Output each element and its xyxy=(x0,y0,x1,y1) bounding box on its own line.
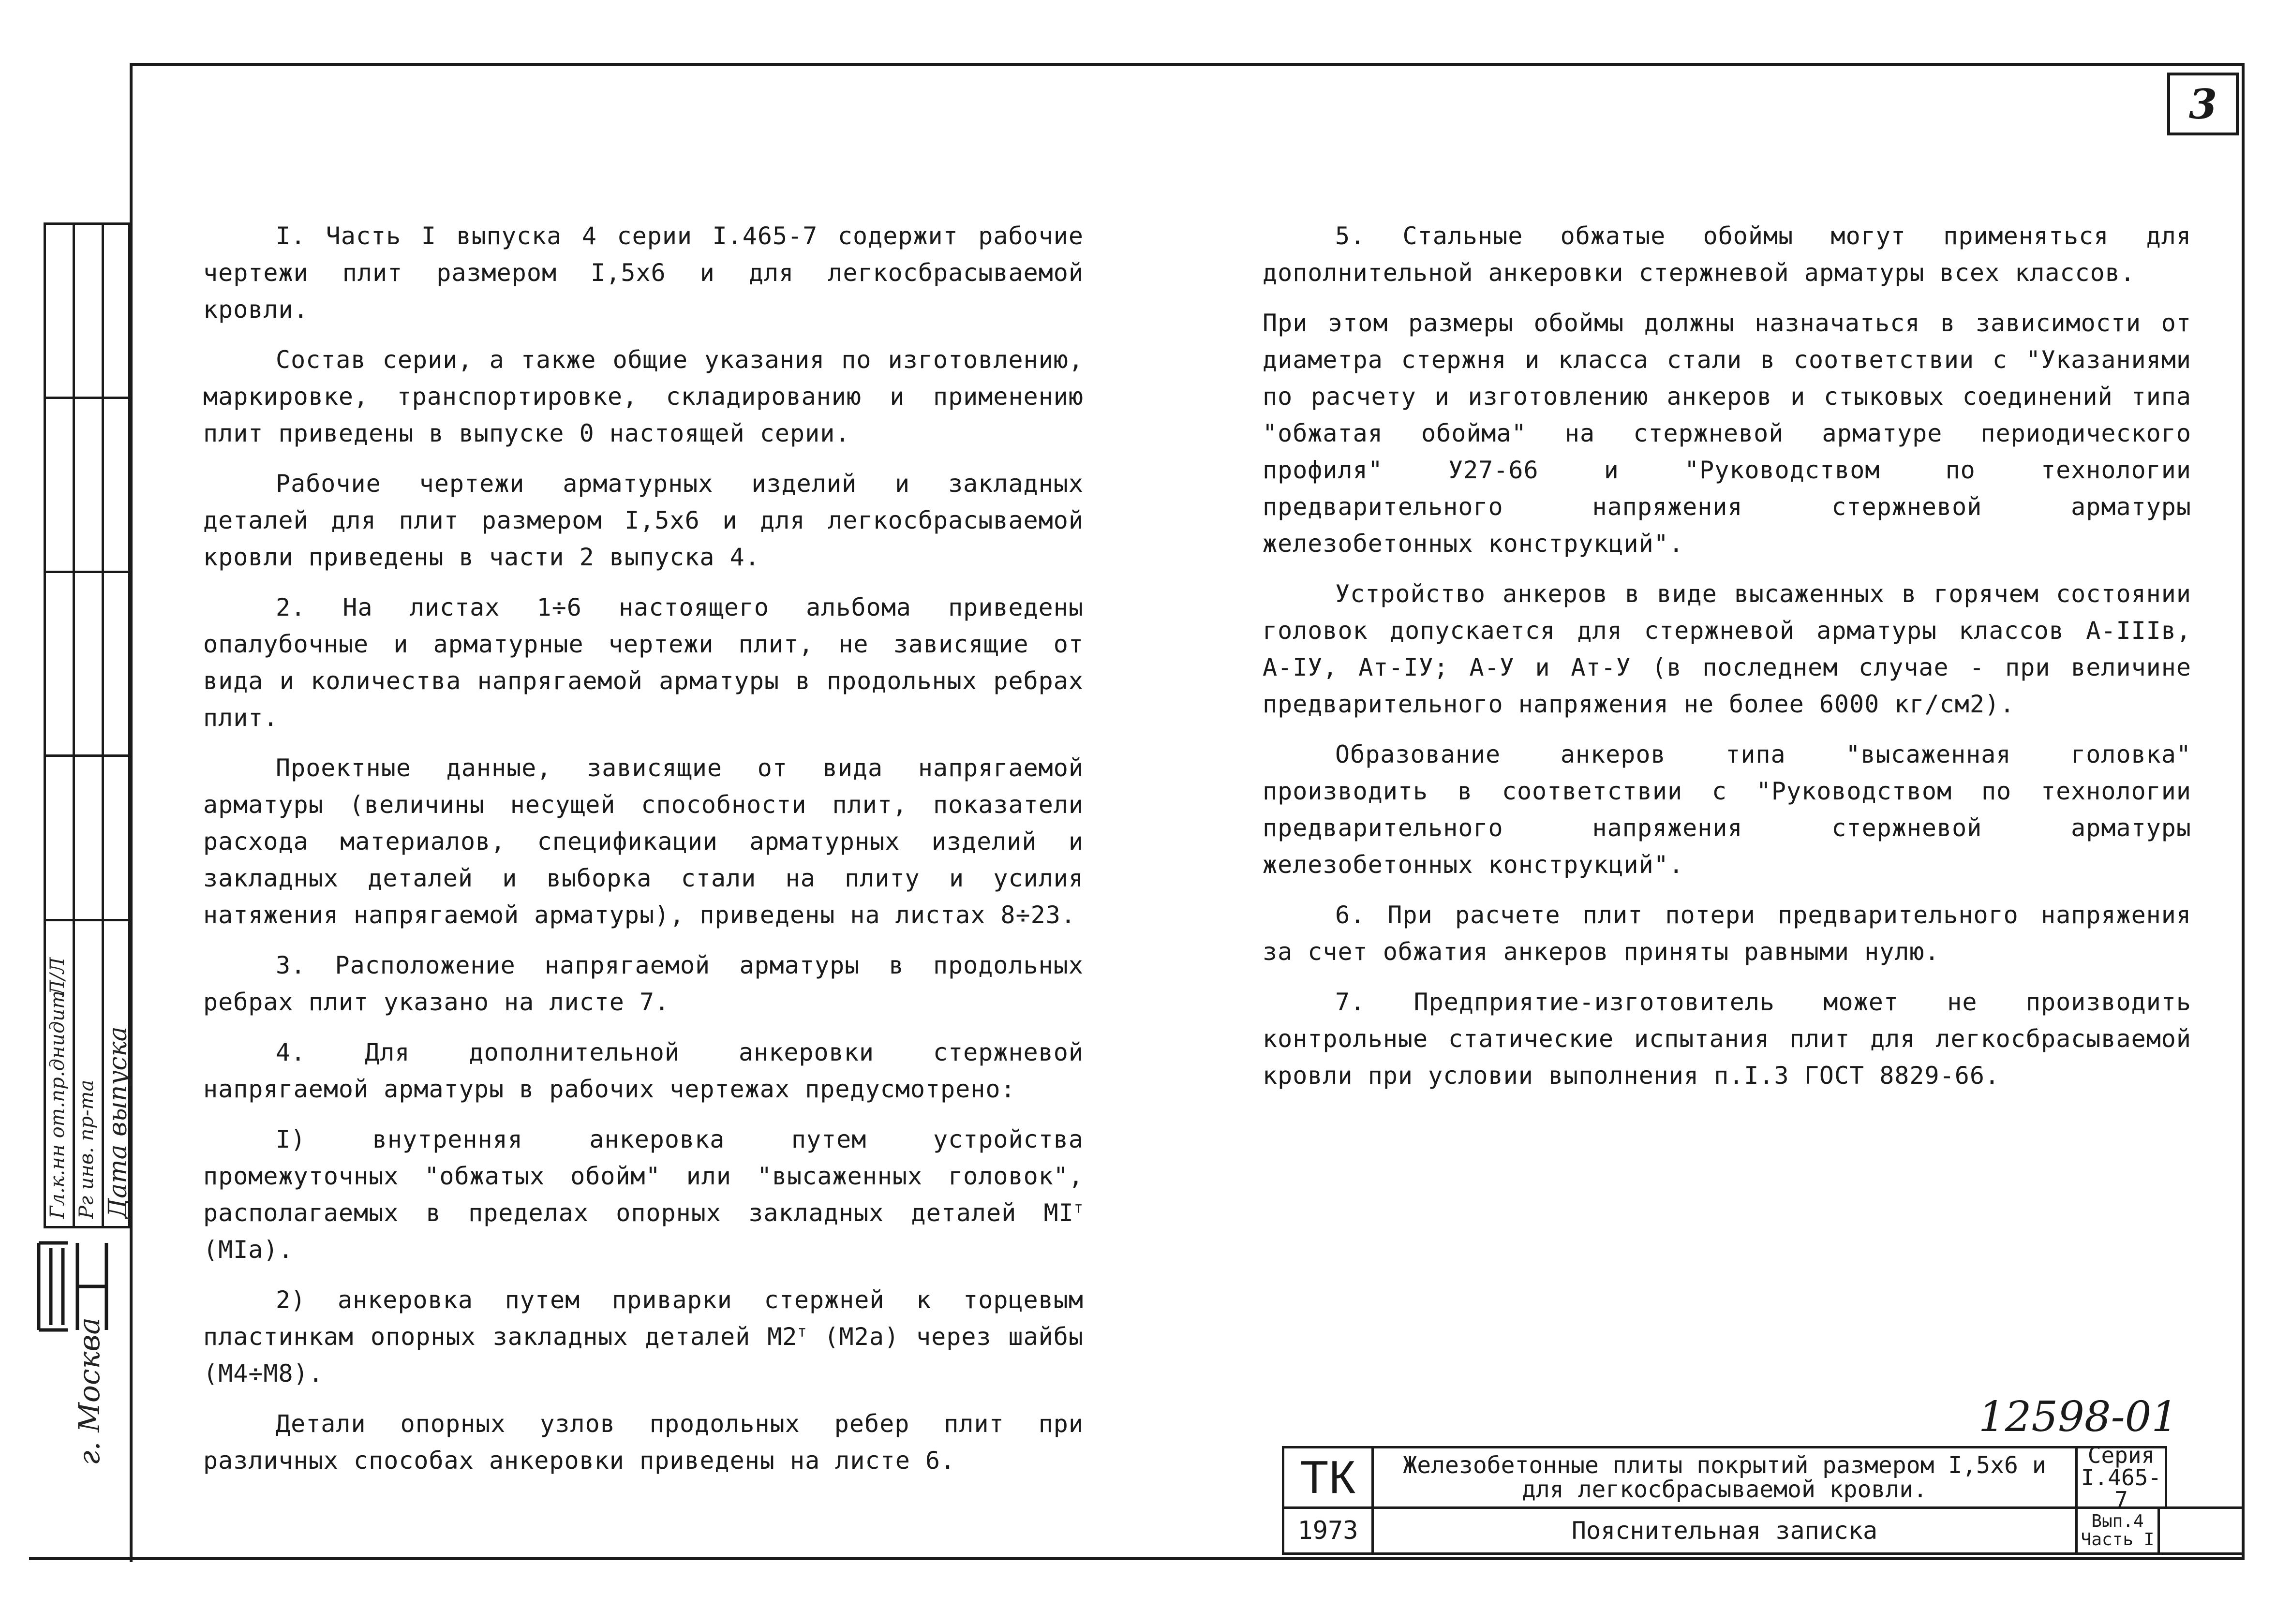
issue-label: Вып.4 xyxy=(2091,1511,2144,1531)
tk-mark: ТК xyxy=(1282,1446,1374,1509)
text-span: (МIа). xyxy=(203,1236,294,1264)
handwritten-number: 12598-01 xyxy=(1979,1393,2178,1441)
strip-label: Л/Л xyxy=(46,957,69,996)
year-cell: 1973 xyxy=(1282,1506,1374,1555)
left-text-column xyxy=(203,218,1084,1492)
paragraph: Устройство анкеров в виде высаженных в горячем состоянии головок допускается для стержневой арматуры классов А-IIIв, А-IУ, Ат-IУ; А-У и Ат-У (в последнем случае - при величине предварительного напряжения не более 6000 кг/см2). xyxy=(1263,580,2191,718)
paragraph: I. Часть I выпуска 4 серии I.465-7 содержит рабочие чертежи плит размером I,5х6 и для легкосбрасываемой кровли. xyxy=(203,222,1084,324)
paragraph: 6. При расчете плит потери предварительного напряжения за счет обжатия анкеров приняты равными нулю. xyxy=(1263,901,2191,966)
paragraph: 3. Расположение напрягаемой арматуры в продольных ребрах плит указано на листе 7. xyxy=(203,951,1084,1016)
paragraph: 5. Стальные обжатые обоймы могут применяться для дополнительной анкеровки стержневой арматуры всех классов. xyxy=(1263,222,2191,287)
paragraph: 4. Для дополнительной анкеровки стержневой напрягаемой арматуры в рабочих чертежах предусмотрено: xyxy=(203,1038,1084,1103)
strip-divider xyxy=(44,919,131,921)
strip-label: Дата выпуска xyxy=(104,1026,133,1219)
paragraph: Состав серии, а также общие указания по изготовлению, маркировке, транспортировке, складированию и применению плит приведены в выпуске 0 настоящей серии. xyxy=(203,346,1084,447)
paragraph: При этом размеры обоймы должны назначаться в зависимости от диаметра стержня и класса стали в соответствии с "Указаниями по расчету и изготовлению анкеров и стыковых соединений типа "обжатая обойма" на стержневой арматуре периодического профиля" У27-66 и "Руководством по технологии предварительного напряжения стержневой арматуры железобетонных конструкций". xyxy=(1263,309,2191,558)
frame-right-border xyxy=(2242,63,2245,1557)
text-span: 2) анкеровка путем приварки стержней к торцевым пластинкам опорных закладных деталей М2 xyxy=(203,1286,1084,1351)
empty-cell xyxy=(2157,1506,2245,1555)
superscript: т xyxy=(797,1322,807,1341)
part-label: Часть I xyxy=(2081,1530,2155,1550)
paragraph: Детали опорных узлов продольных ребер плит при различных способах анкеровки приведены на листе 6. xyxy=(203,1410,1084,1475)
strip-divider xyxy=(44,397,131,399)
right-text-column xyxy=(1263,218,2191,1107)
document-name: Пояснительная записка xyxy=(1371,1506,2078,1555)
series-label: Серия xyxy=(2087,1442,2155,1468)
strip-label: Гл.к.нн от.пр.днидит xyxy=(46,990,69,1219)
paragraph: Рабочие чертежи арматурных изделий и закладных деталей для плит размером I,5х6 и для легкосбрасываемой кровли приведены в части 2 выпуска 4. xyxy=(203,470,1084,571)
paragraph: Проектные данные, зависящие от вида напрягаемой арматуры (величины несущей способности плит, показатели расхода материалов, спецификации арматурных изделий и закладных деталей и выборка стали на плиту и усилия натяжения напрягаемой арматуры), приведены на листах 8÷23. xyxy=(203,754,1084,929)
sheet-number: 3 xyxy=(2167,73,2239,135)
frame-bottom-border xyxy=(29,1557,2245,1560)
paragraph: Образование анкеров типа "высаженная головка" производить в соответствии с "Руководством по технологии предварительного напряжения стержневой арматуры железобетонных конструкций". xyxy=(1263,740,2191,879)
series-cell xyxy=(2075,1442,2167,1513)
issue-cell xyxy=(2075,1506,2160,1555)
paragraph xyxy=(203,1282,1084,1392)
paragraph: 7. Предприятие-изготовитель может не производить контрольные статические испытания плит для легкосбрасываемой кровли при условии выполнения п.I.3 ГОСТ 8829-66. xyxy=(1263,988,2191,1090)
strip-divider xyxy=(44,754,131,757)
text-span: I) внутренняя анкеровка путем устройства промежуточных "обжатых обойм" или "высаженных головок", располагаемых в пределах опорных закладных деталей МI xyxy=(203,1125,1084,1227)
paragraph xyxy=(203,1121,1084,1268)
superscript: т xyxy=(1073,1198,1084,1217)
strip-label: Рг инв. пр-та xyxy=(75,1079,98,1219)
text-span: (М2а) через шайбы (М4÷М8). xyxy=(203,1323,1084,1388)
title-block xyxy=(1282,1442,2245,1557)
strip-divider xyxy=(73,222,75,1228)
series-value: I.465-7 xyxy=(2081,1464,2162,1513)
strip-divider xyxy=(44,571,131,573)
drawing-title: Железобетонные плиты покрытий размером I,5х6 и для легкосбрасываемой кровли. xyxy=(1371,1446,2078,1509)
city-label: г. Москва xyxy=(73,1317,106,1465)
frame-top-border xyxy=(131,63,2245,66)
paragraph: 2. На листах 1÷6 настоящего альбома приведены опалубочные и арматурные чертежи плит, не зависящие от вида и количества напрягаемой арматуры в продольных ребрах плит. xyxy=(203,593,1084,732)
